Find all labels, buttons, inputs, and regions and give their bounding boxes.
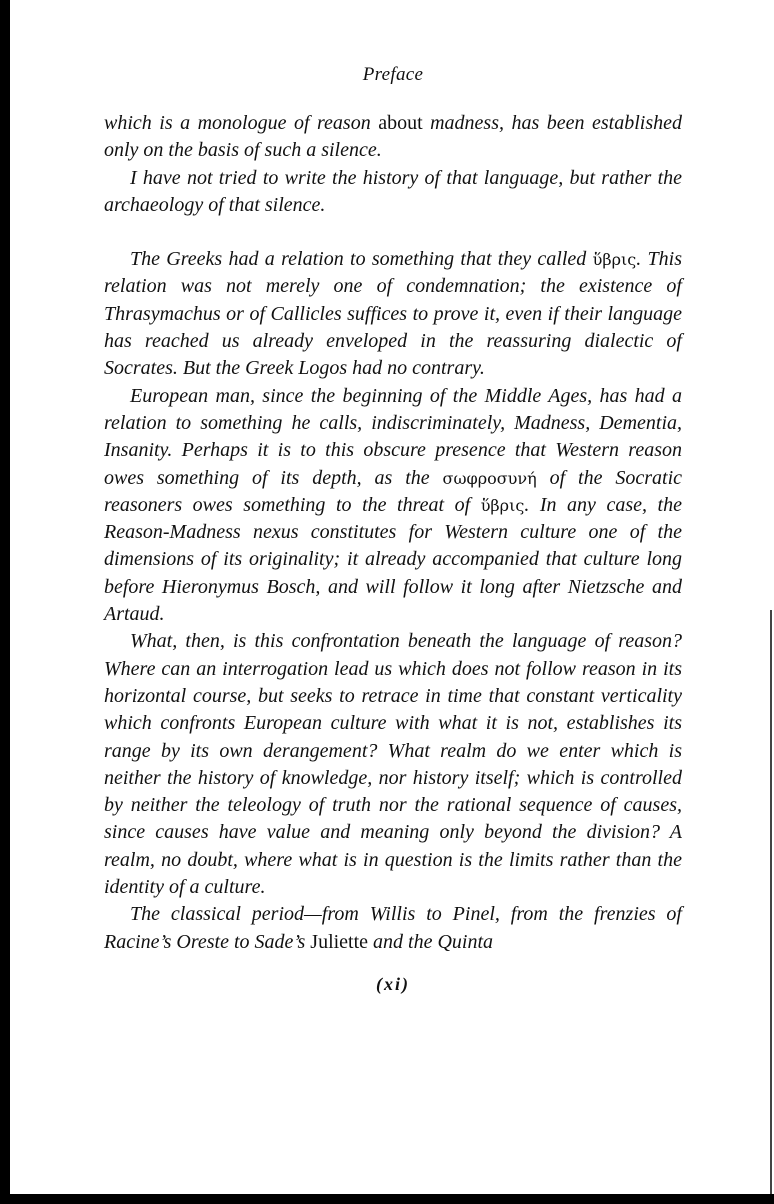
greek-word: ὕβρις — [592, 250, 637, 270]
paragraph-2 — [104, 165, 682, 220]
scan-border-right — [770, 610, 772, 1194]
book-page — [104, 60, 682, 998]
paragraph-3 — [104, 246, 682, 382]
text-segment: madness, has been established only on the basis of such a silence. — [104, 112, 682, 162]
scan-border-left — [0, 0, 10, 1204]
text-segment-roman: Juliette — [310, 930, 369, 953]
text-segment: I have not tried to write the history of that language, but rather the archaeology of that silence. — [104, 166, 682, 216]
text-segment: The classical period—from Willis to Pinel, from the frenzies of Racine’s Oreste to Sade’s — [104, 903, 682, 953]
scan-border-bottom — [0, 1194, 774, 1204]
page-number: (xi) — [376, 973, 410, 994]
text-segment-roman: about — [378, 112, 423, 134]
text-segment: which is a monologue of reason — [104, 112, 379, 134]
greek-word: ὕβρις — [480, 495, 525, 515]
text-segment: and the Quinta — [368, 930, 494, 953]
paragraph-6 — [104, 901, 682, 956]
greek-word: σωφροσυνή — [442, 468, 537, 488]
text-segment: European man, since the beginning of the Middle Ages, has had a relation to something he calls, indiscriminately, Madness, Dementia, Insanity. Perhaps it is to this obscure presence that Western reason owes something of its depth, as the — [104, 384, 682, 489]
paragraph-4 — [104, 383, 682, 629]
text-segment: What, then, is this confrontation beneath the language of reason? Where can an interrogation lead us which does not follow reason in its horizontal course, but seeks to retrace in time that constant verticality which confronts European culture with what it is not, establishes its range by its own derangement? What realm do we enter which is neither the history of knowledge, nor history itself; which is controlled by neither the teleology of truth nor the rational sequence of causes, since causes have value and meaning only beyond the division? A realm, no doubt, where what is in question is the limits rather than the identity of a culture. — [104, 630, 682, 899]
text-segment: of the Socratic reasoners owes something to the threat of — [104, 466, 683, 516]
paragraph-1 — [104, 110, 682, 165]
text-segment: . This relation was not merely one of condemnation; the existence of Thrasymachus or of Callicles suffices to prove it, even if their language has reached us already enveloped in the reassuring dialectic of Socrates. But the Greek Logos had no contrary. — [104, 248, 682, 380]
text-segment: The Greeks had a relation to something that they called — [130, 248, 593, 271]
running-head-title: Preface — [362, 64, 424, 85]
paragraph-5 — [104, 628, 682, 901]
text-segment: . In any case, the Reason-Madness nexus constitutes for Western culture one of the dimensions of its originality; it already accompanied that culture long before Hieronymus Bosch, and will follow it long after Nietzsche and Artaud. — [104, 493, 682, 626]
